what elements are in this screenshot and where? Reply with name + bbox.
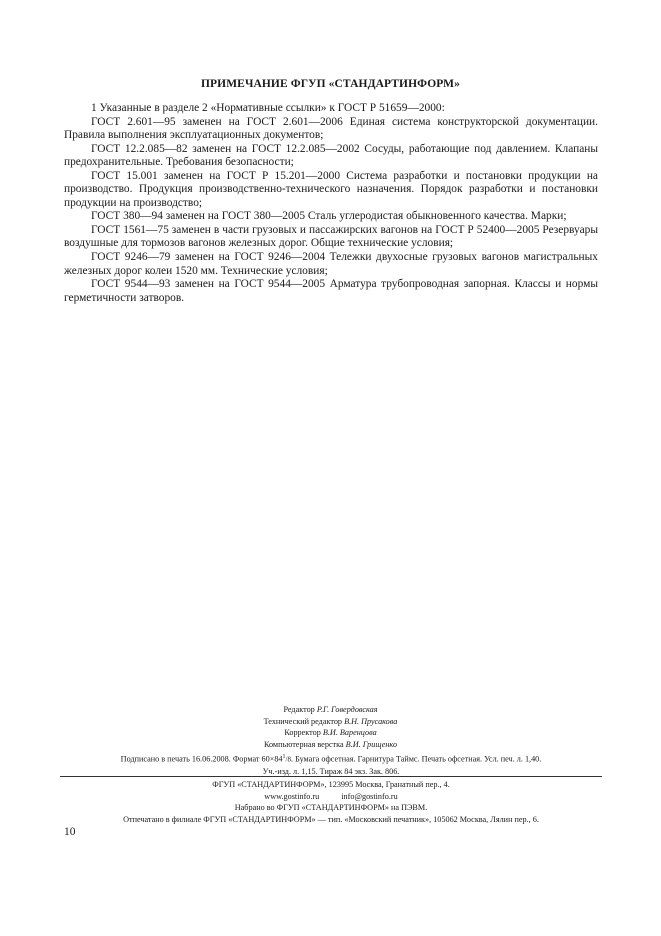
credit-name: В.И. Варенцова [322,728,377,738]
publisher-address: ФГУП «СТАНДАРТИНФОРМ», 123995 Москва, Гранатный пер., 4. [212,780,450,789]
note-paragraph: ГОСТ 9246—79 заменен на ГОСТ 9246—2004 Тележки двухосные грузовых вагонов магистральных железных дорог колеи 1520 мм. Технические условия; [64,251,598,277]
credit-tech-editor [0,716,661,728]
note-paragraph: ГОСТ 15.001 заменен на ГОСТ Р 15.201—2000 Система разработки и постановки продукции на производство. Продукция производственно-технического назначения. Порядок разработки и постановки продукции на производство; [64,169,598,209]
format-sup: 1 [282,754,286,760]
imprint-line-1 [60,752,602,766]
credit-name: Р.Г. Говердовская [316,705,378,714]
divider [60,776,602,777]
imprint-text: Подписано в печать 16.06.2008. Формат 60×84 [120,754,283,764]
note-paragraph: ГОСТ 380—94 заменен на ГОСТ 380—2005 Сталь углеродистая обыкновенного качества. Марки; [91,210,567,223]
publisher-website: www.gostinfo.ru [264,791,320,801]
imprint-block [60,752,602,778]
credits-block [0,704,661,750]
credit-editor [0,704,661,716]
publisher-printed: Отпечатано в филиале ФГУП «СТАНДАРТИНФОРМ» — тип. «Московский печатник», 105062 Москва, Лялин пер., 6. [123,814,539,824]
imprint-text: . Бумага офсетная. Гарнитура Таймс. Печать офсетная. Усл. печ. л. 1,40. [290,754,542,764]
note-paragraph: ГОСТ 2.601—95 заменен на ГОСТ 2.601—2006 Единая система конструкторской документации. Правила выполнения эксплуатационных документов; [64,115,598,142]
credit-proofreader [0,727,661,739]
credit-role: Редактор [283,705,315,714]
credit-role: Компьютерная верстка [263,739,344,749]
credit-name: В.Н. Прусакова [344,716,398,726]
note-body [64,102,598,305]
page-number: 10 [64,826,76,838]
credit-role: Технический редактор [263,716,343,726]
page-title: ПРИМЕЧАНИЕ ФГУП «СТАНДАРТИНФОРМ» [201,78,460,90]
credit-layout [0,739,661,751]
imprint-line-2: Уч.-изд. л. 1,15. Тираж 84 экз. Зак. 806. [262,767,400,777]
note-paragraph: ГОСТ 12.2.085—82 заменен на ГОСТ 12.2.085—2002 Сосуды, работающие под давлением. Клапаны предохранительные. Требования безопасности; [64,142,598,169]
note-paragraph: ГОСТ 9544—93 заменен на ГОСТ 9544—2005 Арматура трубопроводная запорная. Классы и нормы герметичности затворов. [64,278,598,304]
credit-role: Корректор [284,728,321,738]
format-fraction: /8 [285,755,291,764]
note-paragraph: ГОСТ 1561—75 заменен в части грузовых и пассажирских вагонов на ГОСТ Р 52400—2005 Резервуары воздушные для тормозов вагонов железных дорог. Общие технические условия; [64,223,598,250]
publisher-email: info@gostinfo.ru [341,791,398,801]
publisher-typeset: Набрано во ФГУП «СТАНДАРТИНФОРМ» на ПЭВМ. [234,803,428,812]
publisher-contacts [60,791,602,803]
publisher-block [60,779,602,825]
credit-name: В.И. Грищенко [345,739,398,749]
note-paragraph: 1 Указанные в разделе 2 «Нормативные ссылки» к ГОСТ Р 51659—2000: [91,102,445,114]
